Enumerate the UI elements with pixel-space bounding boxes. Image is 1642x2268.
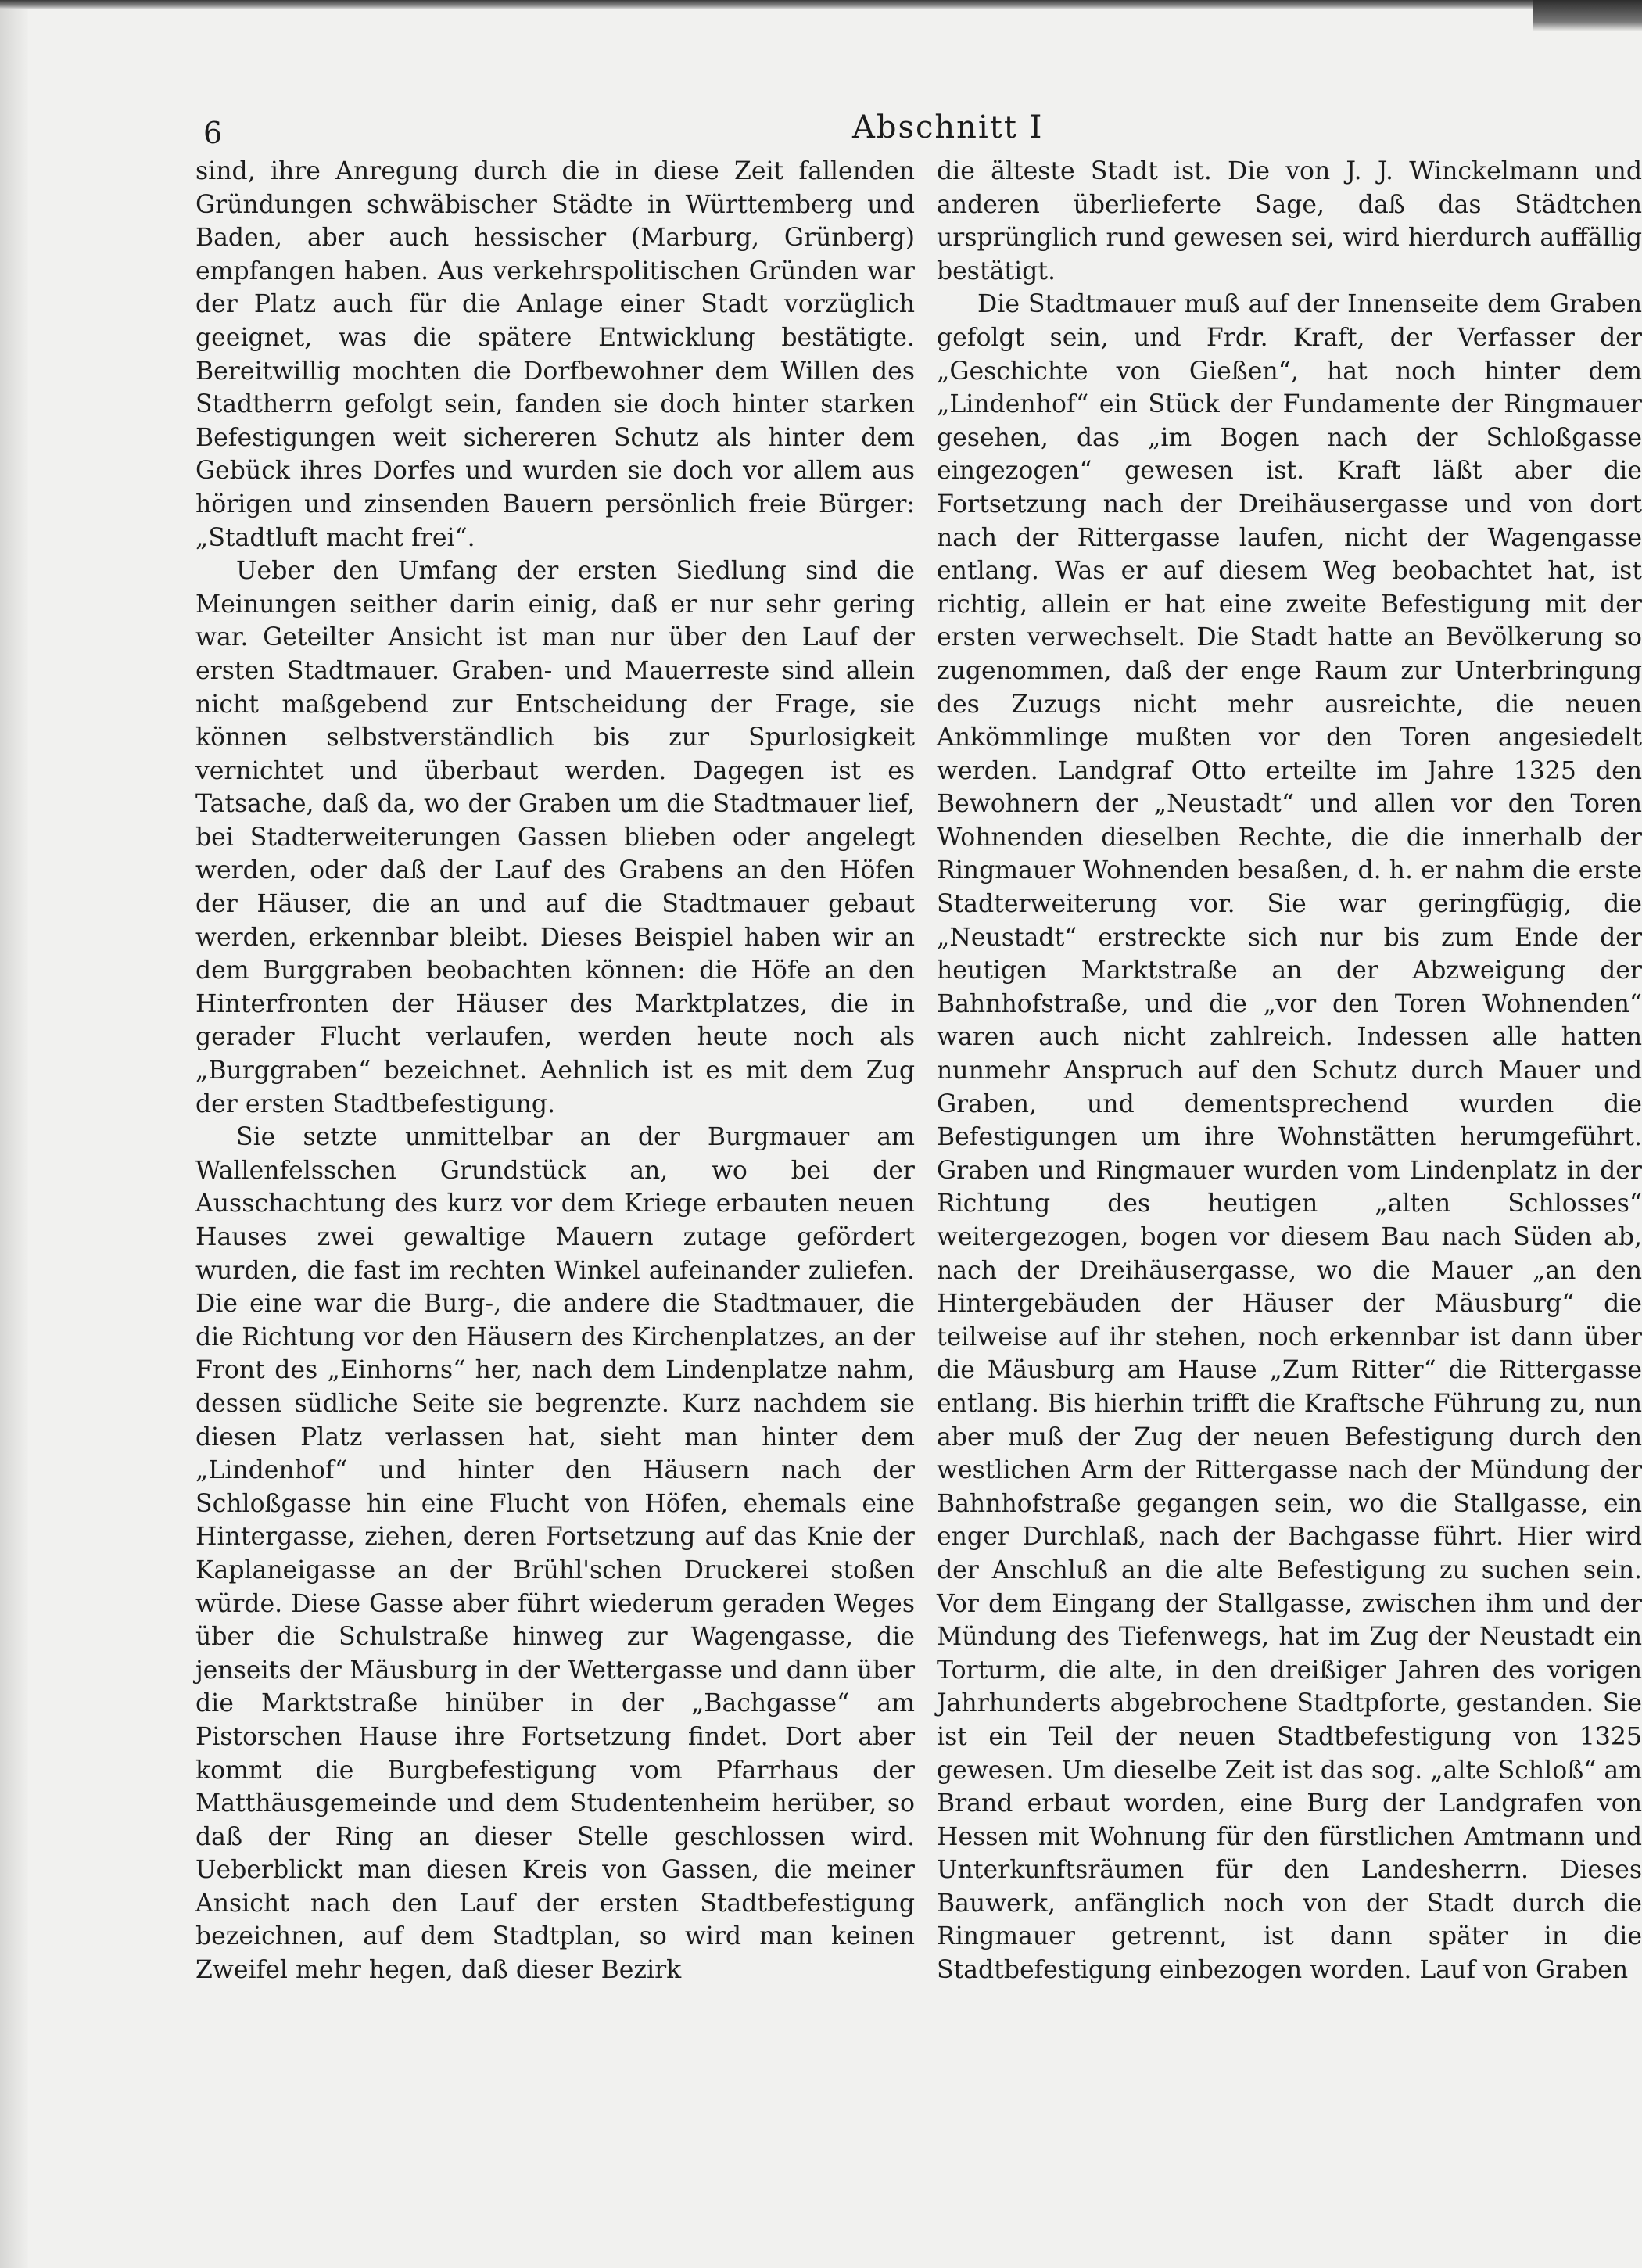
paragraph: die älteste Stadt ist. Die von J. J. Winckelmann und anderen überlieferte Sage, daß das Städtchen ursprünglich rund gewesen sei, wird hierdurch auffällig bestätigt. — [937, 157, 1642, 285]
paragraph: Ueber den Umfang der ersten Siedlung sind die Meinungen seither darin einig, daß er nur sehr gering war. Geteilter Ansicht ist man nur über den Lauf der ersten Stadtmauer. Graben- und Mauerreste sind allein nicht maßgebend zur Entscheidung der Frage, sie können selbstverständlich bis zur Spurlosigkeit vernichtet und überbaut werden. Dagegen ist es Tatsache, daß da, wo der Graben um die Stadtmauer lief, bei Stadterweiterungen Gassen blieben oder angelegt werden, oder daß der Lauf des Grabens an den Höfen der Häuser, die an und auf die Stadtmauer gebaut werden, erkennbar bleibt. Dieses Beispiel haben wir an dem Burggraben beobachten können: die Höfe an den Hinterfronten der Häuser des Marktplatzes, die in gerader Flucht verlaufen, werden heute noch als „Burggraben“ bezeichnet. Aehnlich ist es mit dem Zug der ersten Stadtbefestigung. — [195, 557, 915, 1118]
page-number: 6 — [203, 116, 224, 150]
right-column — [937, 155, 1642, 1987]
paragraph: Sie setzte unmittelbar an der Burgmauer am Wallenfelsschen Grundstück an, wo bei der Ausschachtung des kurz vor dem Kriege erbauten neuen Hauses zwei gewaltige Mauern zutage gefördert wurden, die fast im rechten Winkel aufeinander zuliefen. Die eine war die Burg-, die andere die Stadtmauer, die die Richtung vor den Häusern des Kirchenplatzes, an der Front des „Einhorns“ her, nach dem Lindenplatze nahm, dessen südliche Seite sie begrenzte. Kurz nachdem sie diesen Platz verlassen hat, sieht man hinter dem „Lindenhof“ und hinter den Häusern nach der Schloßgasse hin eine Flucht von Höfen, ehemals eine Hintergasse, ziehen, deren Fortsetzung auf das Knie der Kaplaneigasse an der Brühl'schen Druckerei stoßen würde. Diese Gasse aber führt wiederum geraden Weges über die Schulstraße hinweg zur Wagengasse, die jenseits der Mäusburg in der Wettergasse und dann über die Marktstraße hinüber in der „Bachgasse“ am Pistorschen Hause ihre Fortsetzung findet. Dort aber kommt die Burgbefestigung vom Pfarrhaus der Matthäusgemeinde und dem Studentenheim herüber, so daß der Ring an dieser Stelle geschlossen wird. Ueberblickt man diesen Kreis von Gassen, die meiner Ansicht nach den Lauf der ersten Stadtbefestigung bezeichnen, auf dem Stadtplan, so wird man keinen Zweifel mehr hegen, daß dieser Bezirk — [195, 1123, 915, 1985]
paragraph: sind, ihre Anregung durch die in diese Zeit fallenden Gründungen schwäbischer Städte in Württemberg und Baden, aber auch hessischer (Marburg, Grünberg) empfangen haben. Aus verkehrspolitischen Gründen war der Platz auch für die Anlage einer Stadt vorzüglich geeignet, was die spätere Entwicklung bestätigte. Bereitwillig mochten die Dorfbewohner dem Willen des Stadtherrn gefolgt sein, fanden sie doch hinter starken Befestigungen weit sichereren Schutz als hinter dem Gebück ihres Dorfes und wurden sie doch vor allem aus hörigen und zinsenden Bauern persönlich freie Bürger: „Stadtluft macht frei“. — [195, 157, 915, 552]
left-column — [195, 155, 915, 1987]
paragraph: Die Stadtmauer muß auf der Innenseite dem Graben gefolgt sein, und Frdr. Kraft, der Verfasser der „Geschichte von Gießen“, hat noch hinter dem „Lindenhof“ ein Stück der Fundamente der Ringmauer gesehen, das „im Bogen nach der Schloßgasse eingezogen“ gewesen ist. Kraft läßt aber die Fortsetzung nach der Dreihäusergasse und von dort nach der Rittergasse laufen, nicht der Wagengasse entlang. Was er auf diesem Weg beobachtet hat, ist richtig, allein er hat eine zweite Befestigung mit der ersten verwechselt. Die Stadt hatte an Bevölkerung so zugenommen, daß der enge Raum zur Unterbringung des Zuzugs nicht mehr ausreichte, die neuen Ankömmlinge mußten vor den Toren angesiedelt werden. Landgraf Otto erteilte im Jahre 1325 den Bewohnern der „Neustadt“ und allen vor den Toren Wohnenden dieselben Rechte, die die innerhalb der Ringmauer Wohnenden besaßen, d. h. er nahm die erste Stadterweiterung vor. Sie war geringfügig, die „Neustadt“ erstreckte sich nur bis zum Ende der heutigen Marktstraße an der Abzweigung der Bahnhofstraße, und die „vor den Toren Wohnenden“ waren auch nicht zahlreich. Indessen alle hatten nunmehr Anspruch auf den Schutz durch Mauer und Graben, und dementsprechend wurden die Befestigungen um ihre Wohnstätten herumgeführt. Graben und Ringmauer wurden vom Lindenplatz in der Richtung des heutigen „alten Schlosses“ weitergezogen, bogen vor diesem Bau nach Süden ab, nach der Dreihäusergasse, wo die Mauer „an den Hintergebäuden der Häuser der Mäusburg“ die teilweise auf ihr stehen, noch erkennbar ist dann über die Mäusburg am Hause „Zum Ritter“ die Rittergasse entlang. Bis hierhin trifft die Kraftsche Führung zu, nun aber muß der Zug der neuen Befestigung durch den westlichen Arm der Rittergasse nach der Mündung der Bahnhofstraße gegangen sein, wo die Stallgasse, ein enger Durchlaß, nach der Bachgasse führt. Hier wird der Anschluß an die alte Befestigung zu suchen sein. Vor dem Eingang der Stallgasse, zwischen ihm und der Mündung des Tiefenwegs, hat im Zug der Neustadt ein Torturm, die alte, in den dreißiger Jahren des vorigen Jahrhunderts abgebrochene Stadtpforte, gestanden. Sie ist ein Teil der neuen Stadtbefestigung von 1325 gewesen. Um dieselbe Zeit ist das sog. „alte Schloß“ am Brand erbaut worden, eine Burg der Landgrafen von Hessen mit Wohnung für den fürstlichen Amtmann und Unterkunftsräumen für den Landesherrn. Dieses Bauwerk, anfänglich noch von der Stadt durch die Ringmauer getrennt, ist dann später in die Stadtbefestigung einbezogen worden. Lauf von Graben — [937, 290, 1642, 1985]
running-head: Abschnitt I — [852, 109, 1044, 145]
